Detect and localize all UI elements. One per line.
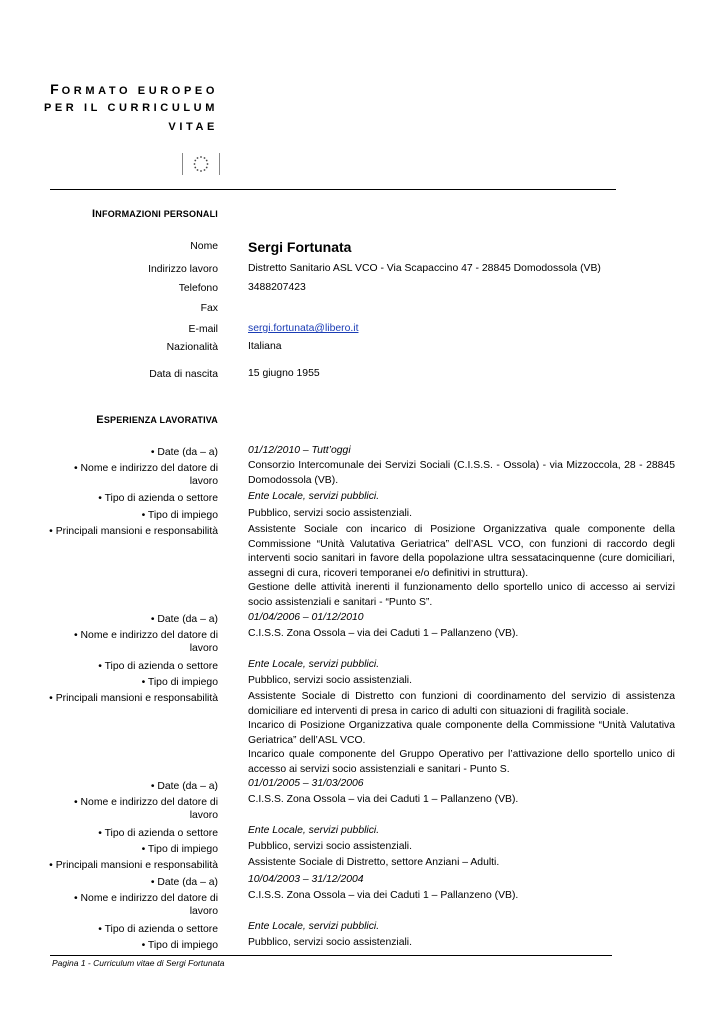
duties-2-paragraph-2: Incarico di Posizione Organizzativa quale componente della Commissione “Unità Valutativa Geriatrica” dell’ASL VCO. [248, 720, 675, 746]
cv-title-line-1: FORMATO EUROPEO [50, 81, 218, 97]
value-employer-2: C.I.S.S. Zona Ossola – via dei Caduti 1 – Pallanzeno (VB). [248, 628, 519, 639]
value-employer-3: C.I.S.S. Zona Ossola – via dei Caduti 1 – Pallanzeno (VB). [248, 794, 519, 805]
section-title-personal: INFORMAZIONI PERSONALI [92, 208, 218, 220]
value-date-3: 01/01/2005 – 31/03/2006 [248, 778, 364, 789]
value-sector-2: Ente Locale, servizi pubblici. [248, 659, 380, 670]
label-telefono: Telefono [178, 283, 218, 294]
label-jobtype-1: • Tipo di impiego [141, 510, 218, 521]
cv-title-line-2: PER IL CURRICULUM [43, 102, 218, 114]
value-sector-4: Ente Locale, servizi pubblici. [248, 921, 380, 932]
eu-flag-icon [182, 153, 220, 175]
value-telefono: 3488207423 [248, 282, 306, 293]
label-employer-4: • Nome e indirizzo del datore di lavoro [74, 893, 218, 917]
label-email: E-mail [188, 324, 218, 335]
email-link[interactable]: sergi.fortunata@libero.it [248, 323, 359, 334]
label-date-4: • Date (da – a) [150, 877, 218, 888]
value-jobtype-1: Pubblico, servizi socio assistenziali. [248, 508, 413, 519]
label-sector-1: • Tipo di azienda o settore [98, 493, 218, 504]
label-nome: Nome [190, 241, 218, 252]
label-indirizzo: Indirizzo lavoro [148, 264, 218, 275]
value-date-4: 10/04/2003 – 31/12/2004 [248, 874, 364, 885]
value-duties-1 [248, 523, 675, 610]
value-sector-3: Ente Locale, servizi pubblici. [248, 825, 380, 836]
value-employer-1: Consorzio Intercomunale dei Servizi Sociali (C.I.S.S. - Ossola) - via Mizzoccola, 28 - 28845 Domodossola (VB). [248, 460, 675, 486]
value-email-wrap [248, 322, 675, 337]
value-employer-4: C.I.S.S. Zona Ossola – via dei Caduti 1 – Pallanzeno (VB). [248, 890, 519, 901]
value-nome: Sergi Fortunata [248, 239, 352, 255]
value-jobtype-3: Pubblico, servizi socio assistenziali. [248, 841, 413, 852]
header-divider [50, 189, 616, 190]
label-employer-2: • Nome e indirizzo del datore di lavoro [74, 630, 218, 654]
label-jobtype-3: • Tipo di impiego [141, 844, 218, 855]
value-duties-3: Assistente Sociale di Distretto, settore Anziani – Adulti. [248, 857, 500, 868]
label-employer-3: • Nome e indirizzo del datore di lavoro [74, 797, 218, 821]
duties-1-paragraph-1: Assistente Sociale con incarico di Posizione Organizzativa quale componente della Commissione “Unità Valutativa Geriatrica” dell’ASL VCO, con funzioni di raccordo degli interventi socio sanitari in favore della popolazione ultra sessatacinquenne (cure domiciliari, assegni di cura, ricoveri temporanei e/o definitivi in struttura). [248, 524, 675, 579]
label-date-3: • Date (da – a) [150, 781, 218, 792]
label-employer-1: • Nome e indirizzo del datore di lavoro [74, 463, 218, 487]
value-jobtype-2: Pubblico, servizi socio assistenziali. [248, 675, 413, 686]
page-footer: Pagina 1 - Curriculum vitae di Sergi Fortunata [52, 958, 225, 968]
duties-2-paragraph-1: Assistente Sociale di Distretto con funzioni di coordinamento del servizio di assistenza domiciliare ed interventi di presa in carico di adulti con situazioni di fragilità sociale. [248, 691, 675, 717]
value-date-2: 01/04/2006 – 01/12/2010 [248, 612, 364, 623]
cv-title-line-3: VITAE [168, 121, 218, 133]
label-nascita: Data di nascita [149, 369, 218, 380]
label-nazionalita: Nazionalità [166, 342, 218, 353]
footer-divider [50, 955, 612, 956]
label-duties-2: • Principali mansioni e responsabilità [49, 693, 218, 704]
label-date-2: • Date (da – a) [150, 614, 218, 625]
label-sector-3: • Tipo di azienda o settore [98, 828, 218, 839]
value-nazionalita: Italiana [248, 341, 282, 352]
label-fax: Fax [200, 303, 218, 314]
value-sector-1: Ente Locale, servizi pubblici. [248, 491, 380, 502]
label-jobtype-4: • Tipo di impiego [141, 940, 218, 951]
value-indirizzo: Distretto Sanitario ASL VCO - Via Scapaccino 47 - 28845 Domodossola (VB) [248, 263, 601, 274]
label-sector-4: • Tipo di azienda o settore [98, 924, 218, 935]
label-jobtype-2: • Tipo di impiego [141, 677, 218, 688]
label-date-1: • Date (da – a) [150, 447, 218, 458]
duties-1-paragraph-2: Gestione delle attività inerenti il funzionamento dello sportello unico di accesso ai servizi socio assistenziali e sanitari - “Punto S”. [248, 582, 675, 608]
value-duties-2 [248, 690, 675, 777]
value-jobtype-4: Pubblico, servizi socio assistenziali. [248, 937, 413, 948]
label-sector-2: • Tipo di azienda o settore [98, 661, 218, 672]
duties-2-paragraph-3: Incarico quale componente del Gruppo Operativo per l’attivazione dello sportello unico di accesso ai servizi socio assistenziali e sanitari - Punto S. [248, 749, 675, 775]
value-nascita: 15 giugno 1955 [248, 368, 320, 379]
section-title-experience: ESPERIENZA LAVORATIVA [96, 414, 218, 426]
label-duties-1: • Principali mansioni e responsabilità [49, 526, 218, 537]
label-duties-3: • Principali mansioni e responsabilità [49, 860, 218, 871]
value-date-1: 01/12/2010 – Tutt’oggi [248, 445, 351, 456]
